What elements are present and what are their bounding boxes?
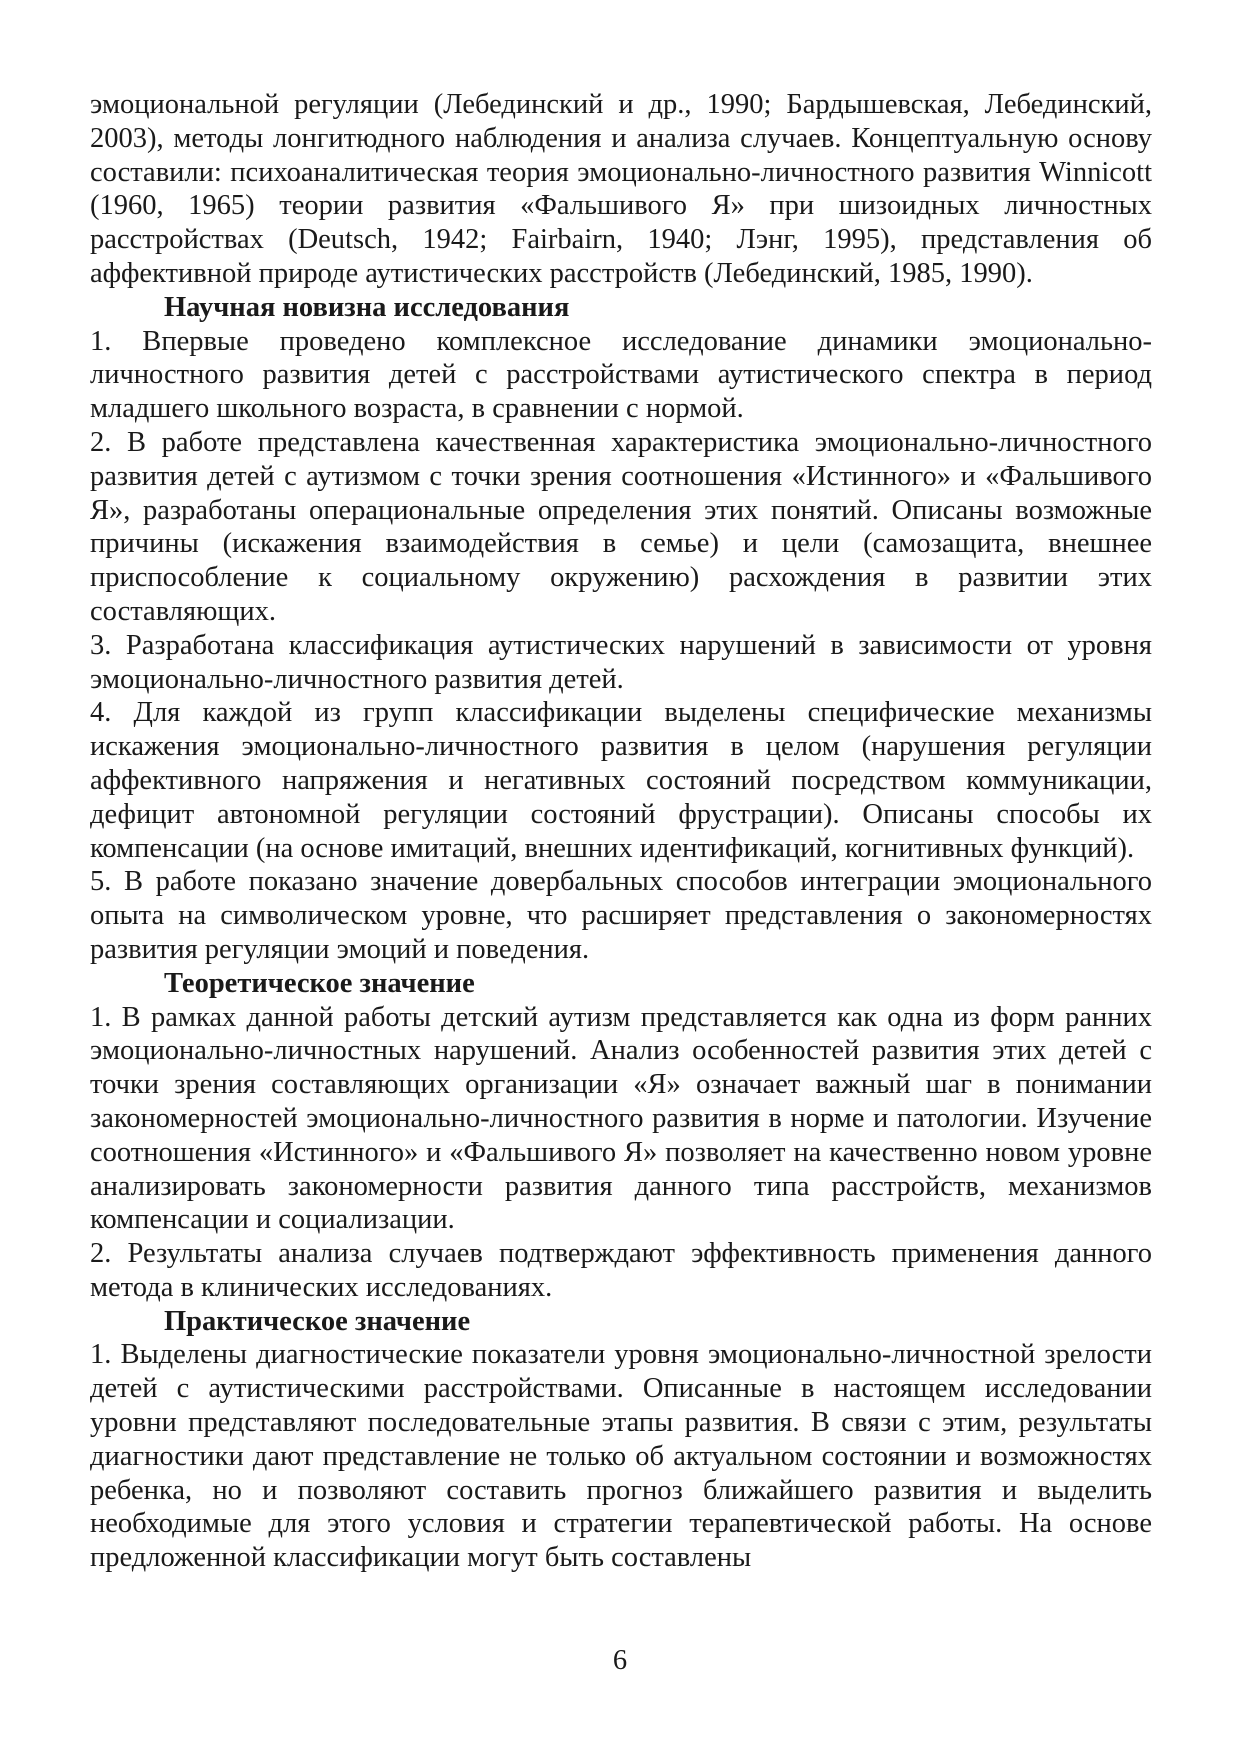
practical-item: 1. Выделены диагностические показатели уровня эмоционально-личностной зрелости детей с аутистическими расстройствами. Описанные в настоящем исследовании уровни представляют последовательные этапы развития. В связи с этим, результаты диагностики дают представление не только об актуальном состоянии и возможностях ребенка, но и позволяют составить прогноз ближайшего развития и выделить необходимые для этого условия и стратегии терапевтической работы. На основе предложенной классификации могут быть составлены <box>90 1339 1152 1574</box>
theoretical-item: 1. В рамках данной работы детский аутизм представляется как одна из форм ранних эмоционально-личностных нарушений. Анализ особенностей развития этих детей с точки зрения составляющих организации «Я» означает важный шаг в понимании закономерностей эмоционально-личностного развития в норме и патологии. Изучение соотношения «Истинного» и «Фальшивого Я» позволяет на качественно новом уровне анализировать закономерности развития данного типа расстройств, механизмов компенсации и социализации. <box>90 1001 1152 1236</box>
theoretical-heading: Теоретическое значение <box>164 967 475 999</box>
novelty-item: 2. В работе представлена качественная характеристика эмоционально-личностного развития детей с аутизмом с точки зрения соотношения «Истинного» и «Фальшивого Я», разработаны операциональные определения этих понятий. Описаны возможные причины (искажения взаимодействия в семье) и цели (самозащита, внешнее приспособление к социальному окружению) расхождения в развитии этих составляющих. <box>90 426 1152 627</box>
body-text <box>90 88 1152 1575</box>
novelty-item: 1. Впервые проведено комплексное исследование динамики эмоционально-личностного развития детей с расстройствами аутистического спектра в период младшего школьного возраста, в сравнении с нормой. <box>90 325 1152 425</box>
novelty-item: 5. В работе показано значение довербальных способов интеграции эмоционального опыта на символическом уровне, что расширяет представления о закономерностях развития регуляции эмоций и поведения. <box>90 866 1152 965</box>
page-number: 6 <box>612 1645 628 1676</box>
novelty-item: 3. Разработана классификация аутистических нарушений в зависимости от уровня эмоционально-личностного развития детей. <box>90 629 1152 695</box>
theoretical-item: 2. Результаты анализа случаев подтверждают эффективность применения данного метода в клинических исследованиях. <box>90 1238 1152 1303</box>
novelty-heading: Научная новизна исследования <box>164 291 570 323</box>
intro-paragraph: эмоциональной регуляции (Лебединский и др., 1990; Бардышевская, Лебединский, 2003), методы лонгитюдного наблюдения и анализа случаев. Концептуальную основу составили: психоаналитическая теория эмоционально-личностного развития Winnicott (1960, 1965) теории развития «Фальшивого Я» при шизоидных личностных расстройствах (Deutsch, 1942; Fairbairn, 1940; Лэнг, 1995), представления об аффективной природе аутистических расстройств (Лебединский, 1985, 1990). <box>90 89 1152 289</box>
practical-heading: Практическое значение <box>164 1305 471 1337</box>
novelty-item: 4. Для каждой из групп классификации выделены специфические механизмы искажения эмоционально-личностного развития в целом (нарушения регуляции аффективного напряжения и негативных состояний посредством коммуникации, дефицит автономной регуляции состояний фрустрации). Описаны способы их компенсации (на основе имитаций, внешних идентификаций, когнитивных функций). <box>90 697 1152 864</box>
